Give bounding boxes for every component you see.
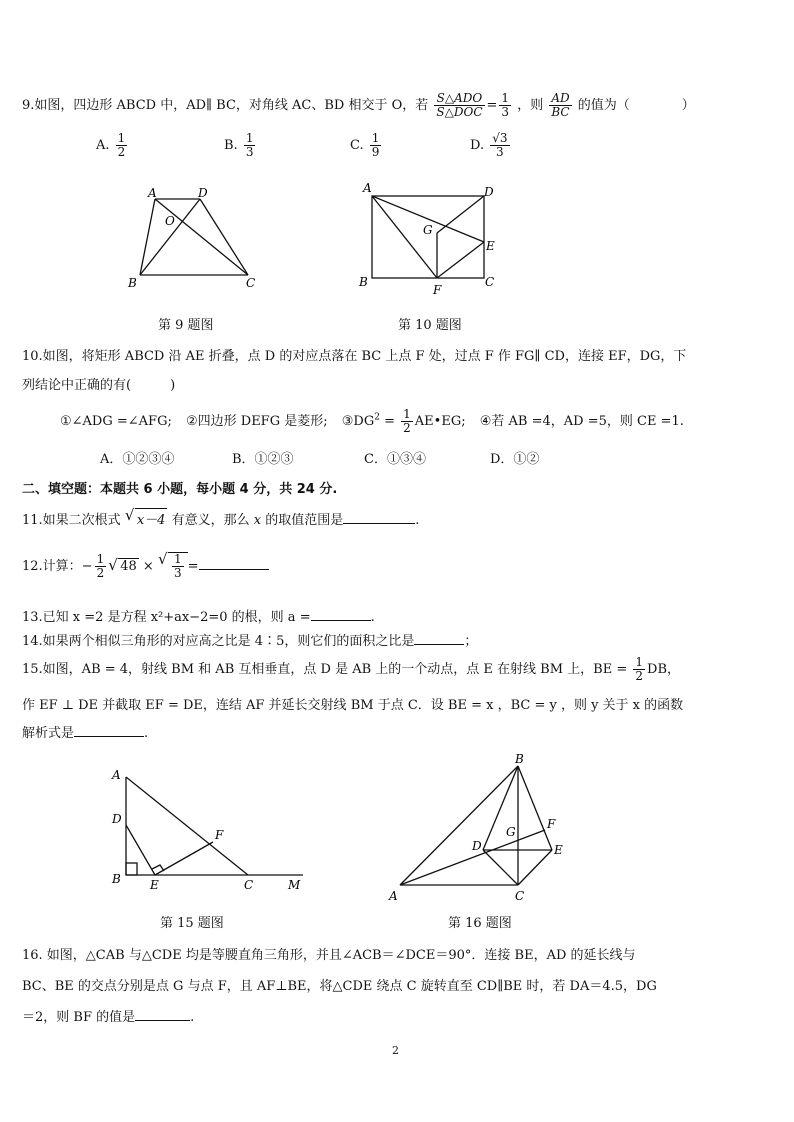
- q16-label-g: G: [506, 825, 516, 839]
- q12-answer-blank[interactable]: [199, 569, 269, 570]
- q10-c3-num: 1: [403, 407, 411, 421]
- q15-segment-de: [126, 825, 155, 875]
- q9-label-b: B: [128, 276, 137, 290]
- q15-figure: [108, 765, 308, 890]
- q16-end: .: [190, 1010, 195, 1025]
- q9-label-o: O: [165, 214, 175, 228]
- q10-line2: 列结论中正确的有( ): [22, 378, 176, 393]
- q9-diagonal-bd: [140, 199, 200, 275]
- q16-segment-ce: [518, 850, 552, 885]
- q12-radicand-2-den: 3: [173, 566, 182, 581]
- q9-ratio-value-den: 3: [501, 105, 510, 120]
- q9-diagonal-ac: [155, 199, 248, 275]
- q10-label-e: E: [486, 239, 495, 253]
- q9-segment-dc: [200, 199, 248, 275]
- q10-c3-dg: ③DG: [341, 414, 375, 430]
- q9-option-d: [470, 132, 512, 159]
- q12-equals: =: [187, 559, 199, 575]
- q9-mid: ，则: [517, 98, 544, 114]
- q10-caption: 第 10 题图: [398, 318, 462, 333]
- q9-figure: [120, 185, 280, 295]
- q11: [22, 508, 419, 528]
- q15-line1-a: 15.如图，AB = 4，射线 BM 和 AB 互相垂直，点 D 是 AB 上的一个动点，点 E 在射线 BM 上，BE =: [22, 662, 628, 678]
- q9-suffix: 的值为（ ）: [577, 98, 695, 114]
- q15-line1: [22, 656, 680, 683]
- q9-area-ratio-den: S△DOC: [436, 105, 483, 120]
- q9-prefix: 9.如图，四边形 ABCD 中，AD∥ BC，对角线 AC、BD 相交于 O，若: [22, 98, 429, 114]
- q10-label-b: B: [359, 275, 368, 289]
- q10-label-d: D: [484, 185, 494, 199]
- q9-label-a: A: [148, 186, 157, 200]
- q9-stem: [22, 92, 695, 119]
- q9-segment-ab: [140, 199, 155, 275]
- q14-end: ；: [464, 634, 478, 649]
- q9-area-ratio-num: S△ADO: [434, 92, 484, 106]
- q9-option-a-den: 2: [117, 145, 126, 160]
- page-number: 2: [392, 1044, 399, 1057]
- q11-radicand: x－4: [135, 508, 168, 528]
- q15-line3-text: 解析式是: [22, 726, 75, 741]
- q15-right-angle-e: [152, 865, 164, 871]
- q9-option-c-num: 1: [371, 131, 380, 145]
- q13-end: .: [370, 610, 375, 625]
- q15-label-e: E: [150, 878, 159, 890]
- q12-radicand-1: 48: [120, 559, 137, 575]
- q11-end: .: [415, 513, 420, 528]
- q9-option-b-label: B.: [224, 138, 238, 154]
- q9-option-c: [350, 132, 383, 159]
- q10-conclusion-4: ④若 AB =4，AD =5，则 CE =1.: [479, 414, 684, 430]
- q15-answer-blank[interactable]: [74, 736, 144, 737]
- q9-option-b-num: 1: [245, 131, 254, 145]
- section-2-heading: 二、填空题：本题共 6 小题，每小题 4 分，共 24 分.: [22, 482, 338, 497]
- q10-option-b: B．①②③: [232, 452, 294, 467]
- q9-target: [549, 92, 571, 119]
- q9-option-d-num: √3: [492, 131, 508, 145]
- q15-segment-ac: [126, 777, 248, 875]
- q10-segment-fe: [437, 242, 484, 278]
- q15-caption: 第 15 题图: [160, 916, 224, 931]
- q16-segment-dc: [483, 850, 518, 885]
- q16-caption: 第 16 题图: [448, 916, 512, 931]
- q9-option-c-den: 9: [371, 145, 380, 160]
- q14-text: 14.如果两个相似三角形的对应高之比是 4∶5，则它们的面积之比是: [22, 634, 415, 649]
- q9-label-c: C: [246, 276, 256, 290]
- q14-answer-blank[interactable]: [414, 644, 464, 645]
- q9-target-num: AD: [551, 91, 570, 105]
- q10-option-a: A．①②③④: [100, 452, 175, 467]
- q10-c3-sup: 2: [374, 412, 380, 423]
- q9-option-d-label: D.: [470, 138, 485, 154]
- q10-option-c: C．①③④: [364, 452, 426, 467]
- q15-label-m: M: [288, 878, 301, 890]
- q16-line1: 16. 如图，△CAB 与△CDE 均是等腰直角三角形，并且∠ACB＝∠DCE＝90°．连接 BE，AD 的延长线与: [22, 948, 636, 963]
- q10-label-c: C: [485, 275, 495, 289]
- q16-label-d: D: [472, 839, 482, 853]
- q11-text-b: 有意义，那么: [171, 513, 250, 528]
- q12: [22, 552, 269, 580]
- q15-right-angle-b: [126, 863, 137, 875]
- q9-option-b-den: 3: [245, 145, 254, 160]
- q9-option-a-num: 1: [117, 131, 126, 145]
- q10-figure: [355, 180, 505, 298]
- q12-text-a: 12.计算：−: [22, 559, 93, 575]
- q15-label-b: B: [112, 872, 121, 886]
- q9-equals: =: [486, 98, 498, 114]
- q16-label-f: F: [547, 817, 556, 831]
- q10-c3-den: 2: [403, 421, 411, 436]
- q9-option-b: [224, 132, 257, 159]
- q9-caption: 第 9 题图: [158, 318, 214, 333]
- q13-answer-blank[interactable]: [311, 620, 371, 621]
- q13-text: 13.已知 x =2 是方程 x²+ax−2=0 的根，则 a =: [22, 610, 311, 625]
- q15-label-c: C: [244, 878, 254, 890]
- q16-line3: [22, 1006, 194, 1025]
- q10-label-a: A: [363, 181, 372, 195]
- q10-line1: 10.如图，将矩形 ABCD 沿 AE 折叠，点 D 的对应点落在 BC 上点 F 处，过点 F 作 FG∥ CD，连接 EF，DG，下: [22, 349, 687, 364]
- q12-den: 2: [96, 566, 105, 581]
- q10-conclusion-1: ①∠ADG =∠AFG;: [60, 414, 172, 430]
- q9-ratio-value: [499, 92, 511, 119]
- q11-text-c: 的取值范围是: [265, 513, 344, 528]
- q16-label-a: A: [389, 889, 398, 903]
- q15-den: 2: [635, 669, 644, 684]
- q16-label-b: B: [515, 752, 524, 766]
- q10-conclusion-2: ②四边形 DEFG 是菱形;: [185, 414, 328, 430]
- q9-target-den: BC: [551, 105, 570, 120]
- q15-line3: [22, 722, 148, 741]
- q12-num: 1: [96, 552, 105, 566]
- q12-times: ×: [142, 559, 154, 575]
- q9-label-d: D: [198, 186, 208, 200]
- q9-ratio-value-num: 1: [501, 91, 510, 105]
- q16-figure: [385, 750, 575, 905]
- q16-answer-blank[interactable]: [135, 1020, 190, 1021]
- q9-option-d-den: 3: [496, 145, 504, 160]
- q10-conclusions: [60, 408, 684, 435]
- q15-num: 1: [635, 655, 644, 669]
- q15-line1-b: DB，: [647, 662, 680, 678]
- q12-radicand-2-num: √ 1: [173, 552, 182, 566]
- q11-variable: x: [253, 513, 262, 528]
- q11-text-a: 11.如果二次根式: [22, 513, 121, 528]
- q11-answer-blank[interactable]: [343, 523, 415, 524]
- q10-label-f: F: [433, 283, 442, 297]
- q9-area-ratio: [434, 92, 484, 119]
- q15-line2: 作 EF ⊥ DE 并截取 EF = DE，连结 AF 并延长交射线 BM 于点 C．设 BE = x ，BC = y ，则 y 关于 x 的函数: [22, 698, 684, 713]
- q16-segment-be: [518, 766, 552, 850]
- q16-label-e: E: [554, 843, 563, 857]
- q13: [22, 606, 375, 625]
- q15-end: .: [144, 726, 149, 741]
- q16-line2: BC、BE 的交点分别是点 G 与点 F，且 AF⊥BE，将△CDE 绕点 C 旋转直至 CD∥BE 时，若 DA＝4.5，DG: [22, 979, 657, 994]
- q9-option-a-label: A.: [96, 138, 110, 154]
- q9-option-a: [96, 132, 129, 159]
- q10-label-g: G: [423, 223, 433, 237]
- q10-c3-eq: =: [384, 414, 395, 430]
- q10-c3-rest: AE•EG;: [414, 414, 466, 430]
- q15-label-a: A: [112, 768, 121, 782]
- q16-line3-text: ＝2，则 BF 的值是: [22, 1010, 136, 1025]
- q15-label-d: D: [112, 812, 122, 826]
- q10-segment-af: [372, 196, 437, 278]
- q16-label-c: C: [515, 889, 525, 903]
- q14: [22, 630, 477, 649]
- q9-option-c-label: C.: [350, 138, 364, 154]
- q10-segment-gd: [437, 196, 484, 233]
- q10-option-d: D．①②: [490, 452, 540, 467]
- q10-conclusion-3: [341, 407, 466, 436]
- q15-label-f: F: [215, 828, 224, 842]
